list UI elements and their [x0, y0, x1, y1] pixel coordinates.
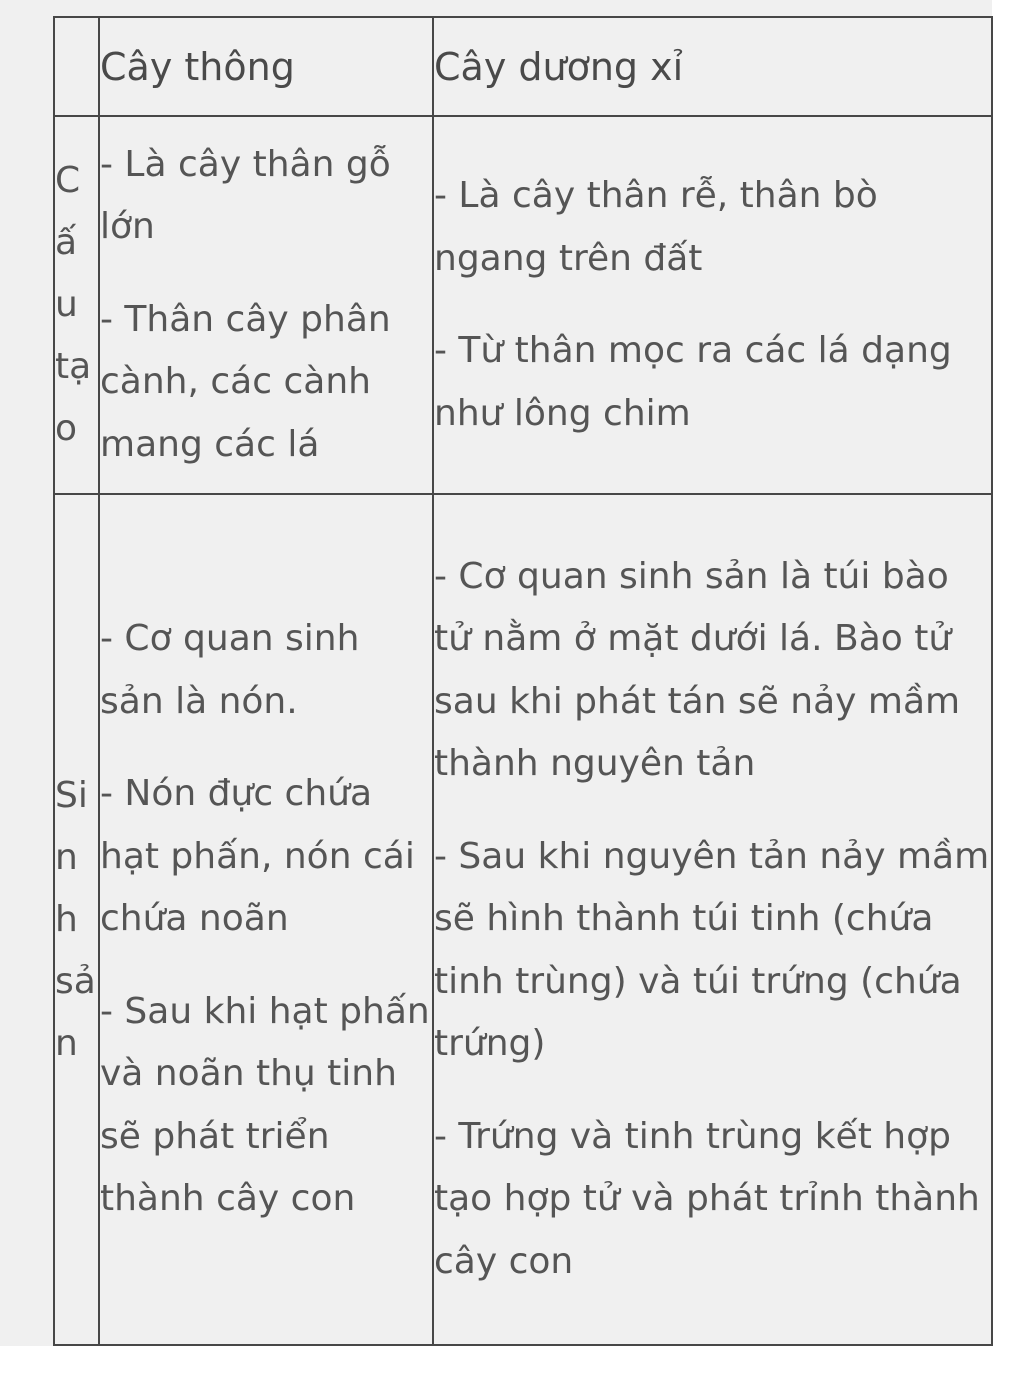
- cau-tao-cay-duong-xi-item: - Từ thân mọc ra các lá dạng như lông chim: [434, 330, 952, 434]
- sinh-san-cay-thong-item: - Cơ quan sinh sản là nón.: [100, 618, 360, 722]
- sinh-san-cay-duong-xi-item: - Sau khi nguyên tản nảy mầm sẽ hình thành túi tinh (chứa tinh trùng) và túi trứng (chứa trứng): [434, 835, 990, 1065]
- sinh-san-cay-duong-xi-item: - Trứng và tinh trùng kết hợp tạo hợp tử và phát trỉnh thành cây con: [434, 1115, 980, 1282]
- cell-cau-tao-cay-thong: [99, 116, 433, 494]
- cau-tao-cay-duong-xi-item: - Là cây thân rễ, thân bò ngang trên đất: [434, 175, 878, 279]
- cell-sinh-san-cay-thong: [99, 494, 433, 1345]
- sinh-san-cay-duong-xi-item: - Cơ quan sinh sản là túi bào tử nằm ở mặt dưới lá. Bào tử sau khi phát tán sẽ nảy mầm thành nguyên tản: [434, 555, 961, 785]
- cell-sinh-san-cay-duong-xi: [433, 494, 992, 1345]
- cau-tao-cay-thong-item: - Thân cây phân cành, các cành mang các lá: [100, 298, 391, 465]
- sinh-san-cay-thong-item: - Nón đực chứa hạt phấn, nón cái chứa noãn: [100, 773, 415, 940]
- header-cay-thong: Cây thông: [99, 17, 433, 116]
- sinh-san-cay-thong-item: - Sau khi hạt phấn và noãn thụ tinh sẽ phát triển thành cây con: [100, 990, 430, 1220]
- cell-cau-tao-cay-duong-xi: [433, 116, 992, 494]
- row-label-cau-tao: Cấu tạo: [54, 116, 99, 494]
- table-row-sinh-san: [54, 494, 992, 1345]
- table-row-cau-tao: [54, 116, 992, 494]
- header-cay-duong-xi: Cây dương xỉ: [433, 17, 992, 116]
- comparison-table: [53, 16, 993, 1346]
- table-header-row: [54, 17, 992, 116]
- row-label-sinh-san: Sinh sản: [54, 494, 99, 1345]
- header-empty-cell: [54, 17, 99, 116]
- cau-tao-cay-thong-item: - Là cây thân gỗ lớn: [100, 143, 391, 248]
- page-margin-right: [992, 0, 1024, 1374]
- page-margin-bottom: [0, 1346, 1024, 1374]
